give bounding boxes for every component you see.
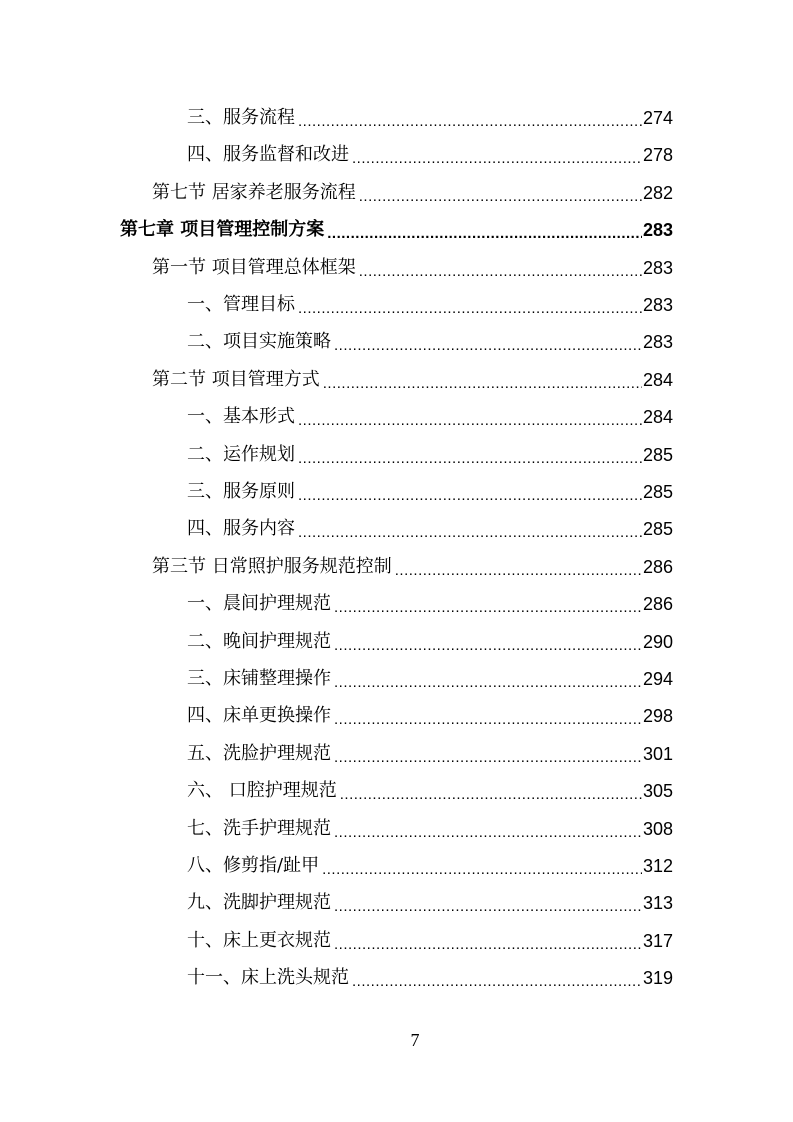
toc-entry-page: 284 (642, 369, 673, 390)
dot-leader (334, 822, 642, 844)
dot-leader (323, 373, 642, 395)
toc-entry-page: 312 (642, 856, 673, 876)
dot-leader (359, 261, 642, 283)
toc-entry-title: 第七节 居家养老服务流程 (152, 181, 356, 203)
toc-entry-page: 294 (642, 669, 673, 689)
toc-entry[interactable] (187, 627, 673, 657)
toc-entry-page: 285 (642, 444, 673, 465)
toc-entry-page: 305 (642, 781, 673, 802)
toc-entry-page: 274 (642, 108, 673, 128)
toc-entry[interactable] (187, 888, 673, 918)
toc-entry[interactable] (187, 327, 673, 357)
dot-leader (334, 335, 642, 357)
dot-leader (298, 410, 642, 432)
dot-leader (298, 298, 642, 320)
dot-leader (334, 597, 642, 619)
dot-leader (340, 784, 642, 806)
dot-leader (327, 223, 642, 245)
toc-entry-page: 298 (642, 706, 673, 727)
dot-leader (298, 448, 642, 470)
toc-entry-page: 283 (642, 295, 673, 315)
toc-entry[interactable] (152, 365, 673, 395)
toc-entry[interactable] (187, 814, 673, 844)
toc-entry-title: 九、洗脚护理规范 (187, 892, 331, 914)
toc-entry-title: 七、洗手护理规范 (187, 817, 331, 839)
toc-entry-title: 四、服务内容 (187, 518, 295, 540)
toc-entry-title: 六、 口腔护理规范 (187, 780, 337, 802)
dot-leader (395, 560, 642, 582)
dot-leader (298, 522, 642, 544)
toc-entry-page: 286 (642, 594, 673, 615)
toc-entry-title: 一、管理目标 (187, 294, 295, 315)
dot-leader (298, 111, 642, 133)
dot-leader (334, 709, 642, 731)
toc-entry-title: 十、床上更衣规范 (187, 929, 331, 951)
toc-entry[interactable] (187, 851, 673, 881)
toc-entry-page: 285 (642, 482, 673, 502)
dot-leader (359, 186, 642, 208)
toc-entry[interactable] (187, 776, 673, 806)
toc-entry-title: 三、服务原则 (187, 481, 295, 502)
toc-entry-title: 四、服务监督和改进 (187, 144, 349, 166)
toc-entry[interactable] (187, 589, 673, 619)
toc-entry-title: 十一、床上洗头规范 (187, 967, 349, 989)
toc-chapter-entry[interactable] (120, 215, 673, 245)
toc-entry-page: 283 (642, 257, 673, 278)
toc-entry[interactable] (152, 178, 673, 208)
toc-entry-page: 286 (642, 556, 673, 577)
toc-entry[interactable] (187, 290, 673, 320)
toc-entry-title: 八、修剪指/趾甲 (187, 855, 320, 876)
toc-entry[interactable] (187, 664, 673, 694)
toc-entry-page: 290 (642, 631, 673, 652)
toc-entry-page: 285 (642, 519, 673, 540)
toc-entry[interactable] (187, 140, 673, 170)
dot-leader (334, 635, 642, 657)
toc-entry-title: 第一节 项目管理总体框架 (152, 256, 356, 278)
toc-entry-page: 282 (642, 182, 673, 203)
toc-entry-title: 第七章 项目管理控制方案 (120, 219, 325, 241)
toc-entry-page: 319 (642, 968, 673, 989)
dot-leader (334, 672, 642, 694)
dot-leader (298, 485, 642, 507)
toc-entry-title: 一、基本形式 (187, 406, 295, 428)
toc-entry-title: 四、床单更换操作 (187, 705, 331, 727)
toc-entry[interactable] (187, 739, 673, 769)
dot-leader (352, 971, 642, 993)
toc-entry-page: 317 (642, 930, 673, 951)
toc-entry[interactable] (187, 402, 673, 432)
toc-entry-title: 五、洗脸护理规范 (187, 742, 331, 764)
toc-entry-title: 二、项目实施策略 (187, 331, 331, 353)
page-number: 7 (410, 1030, 420, 1050)
toc-entry-title: 二、晚间护理规范 (187, 630, 331, 652)
toc-entry[interactable] (187, 440, 673, 470)
dot-leader (322, 859, 642, 881)
toc-entry-page: 278 (642, 145, 673, 166)
dot-leader (352, 148, 642, 170)
toc-entry[interactable] (152, 552, 673, 582)
toc-entry[interactable] (187, 963, 673, 993)
toc-entry-title: 二、运作规划 (187, 443, 295, 465)
toc-entry[interactable] (187, 926, 673, 956)
toc-entry-page: 308 (642, 818, 673, 839)
toc-entry-page: 283 (642, 332, 673, 353)
toc-entry-page: 313 (642, 893, 673, 914)
toc-entry[interactable] (187, 103, 673, 133)
toc-entry-page: 301 (642, 743, 673, 764)
toc-entry-title: 第三节 日常照护服务规范控制 (152, 555, 392, 577)
toc-entry[interactable] (152, 253, 673, 283)
toc-entry[interactable] (187, 701, 673, 731)
toc-entry-title: 三、服务流程 (187, 107, 295, 128)
toc-entry-title: 一、晨间护理规范 (187, 593, 331, 615)
toc-entry[interactable] (187, 514, 673, 544)
toc-entry-title: 第二节 项目管理方式 (152, 368, 320, 390)
toc-entry-page: 284 (642, 407, 673, 428)
toc-entry-page: 283 (642, 220, 673, 241)
toc-entry[interactable] (187, 477, 673, 507)
toc-entry-title: 三、床铺整理操作 (187, 668, 331, 689)
dot-leader (334, 896, 642, 918)
dot-leader (334, 747, 642, 769)
dot-leader (334, 934, 642, 956)
